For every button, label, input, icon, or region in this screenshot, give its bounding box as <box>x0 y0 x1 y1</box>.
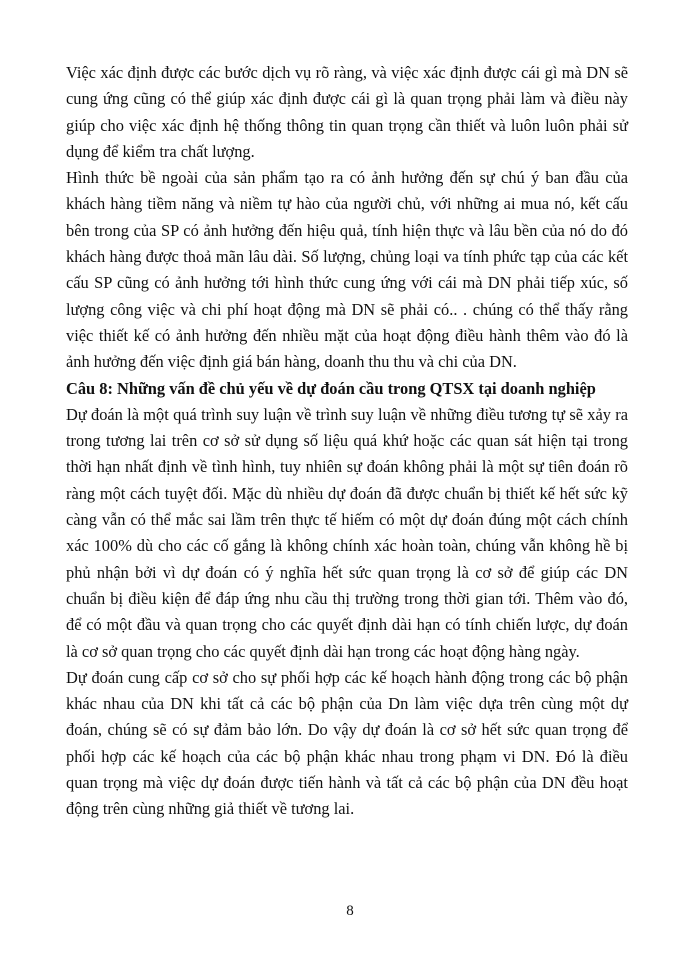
paragraph-service-steps: Việc xác định được các bước dịch vụ rõ ràng, và việc xác định được cái gì mà DN sẽ cung ứng cũng có thể giúp xác định được cái gì là quan trọng phải làm và điều này giúp cho việc xác định hệ thống thông tin quan trọng cần thiết và luôn luôn phải sử dụng để kiểm tra chất lượng. <box>66 63 628 161</box>
paragraph-forecast-coordination: Dự đoán cung cấp cơ sở cho sự phối hợp các kế hoạch hành động trong các bộ phận khác nhau của DN khi tất cả các bộ phận của Dn làm việc dựa trên cùng một dự đoán, chúng sẽ có sự đảm bảo lớn. Do vậy dự đoán là cơ sở hết sức quan trọng để phối hợp các kế hoạch của các bộ phận khác nhau trong phạm vi DN. Đó là điều quan trọng mà việc dự đoán được tiến hành và tất cả các bộ phận của DN đều hoạt động trên cùng những giả thiết về tương lai. <box>66 667 628 819</box>
paragraph-forecast-definition: Dự đoán là một quá trình suy luận về trình suy luận về những điều tương tự sẽ xảy ra trong tương lai trên cơ sở sử dụng số liệu quá khứ hoặc các quan sát hiện tại trong thời hạn nhất định về tình hình, tuy nhiên sự đoán không phải là một sự tiên đoán rõ ràng một cách tuyệt đối. Mặc dù nhiều dự đoán đã được chuẩn bị thiết kế hết sức kỹ càng vẫn có thể mắc sai lầm trên thực tế hiếm có một dự đoán đúng một cách chính xác 100% dù cho các cố gắng là không chính xác hoàn toàn, chúng vẫn không hề bị phủ nhận bởi vì dự đoán có ý nghĩa hết sức quan trọng là cơ sở để giúp các DN chuẩn bị điều kiện để đáp ứng nhu cầu thị trường trong thời gian tới. Thêm vào đó, để có một đầu và quan trọng cho các quyết định dài hạn có tính chiến lược, dự đoán là cơ sở quan trọng cho các quyết định dài hạn trong các hoạt động hàng ngày. <box>66 404 628 661</box>
section-heading: Câu 8: Những vấn đề chủ yếu về dự đoán cầu trong QTSX tại doanh nghiệp <box>66 378 596 398</box>
page-number: 8 <box>346 903 354 919</box>
paragraph-product-appearance: Hình thức bề ngoài của sản phẩm tạo ra có ảnh hưởng đến sự chú ý ban đầu của khách hàng tiềm năng và niềm tự hào của người chủ, với những ai mua nó, kết cấu bên trong của SP có ảnh hưởng đến hiệu quả, tính hiện thực và lâu bền của nó do đó khách hàng được thoả mãn lâu dài. Số lượng, chủng loại va tính phức tạp của các kết cấu SP cũng có ảnh hưởng tới hình thức cung ứng với cái mà DN phải tiếp xúc, số lượng công việc và chi phí hoạt động mà DN sẽ phải có.. . chúng có thể thấy rằng việc thiết kế có ảnh hưởng đến nhiều mặt của hoạt động điều hành thêm vào đó là ảnh hưởng đến việc định giá bán hàng, doanh thu thu và chi của DN. <box>66 168 628 372</box>
